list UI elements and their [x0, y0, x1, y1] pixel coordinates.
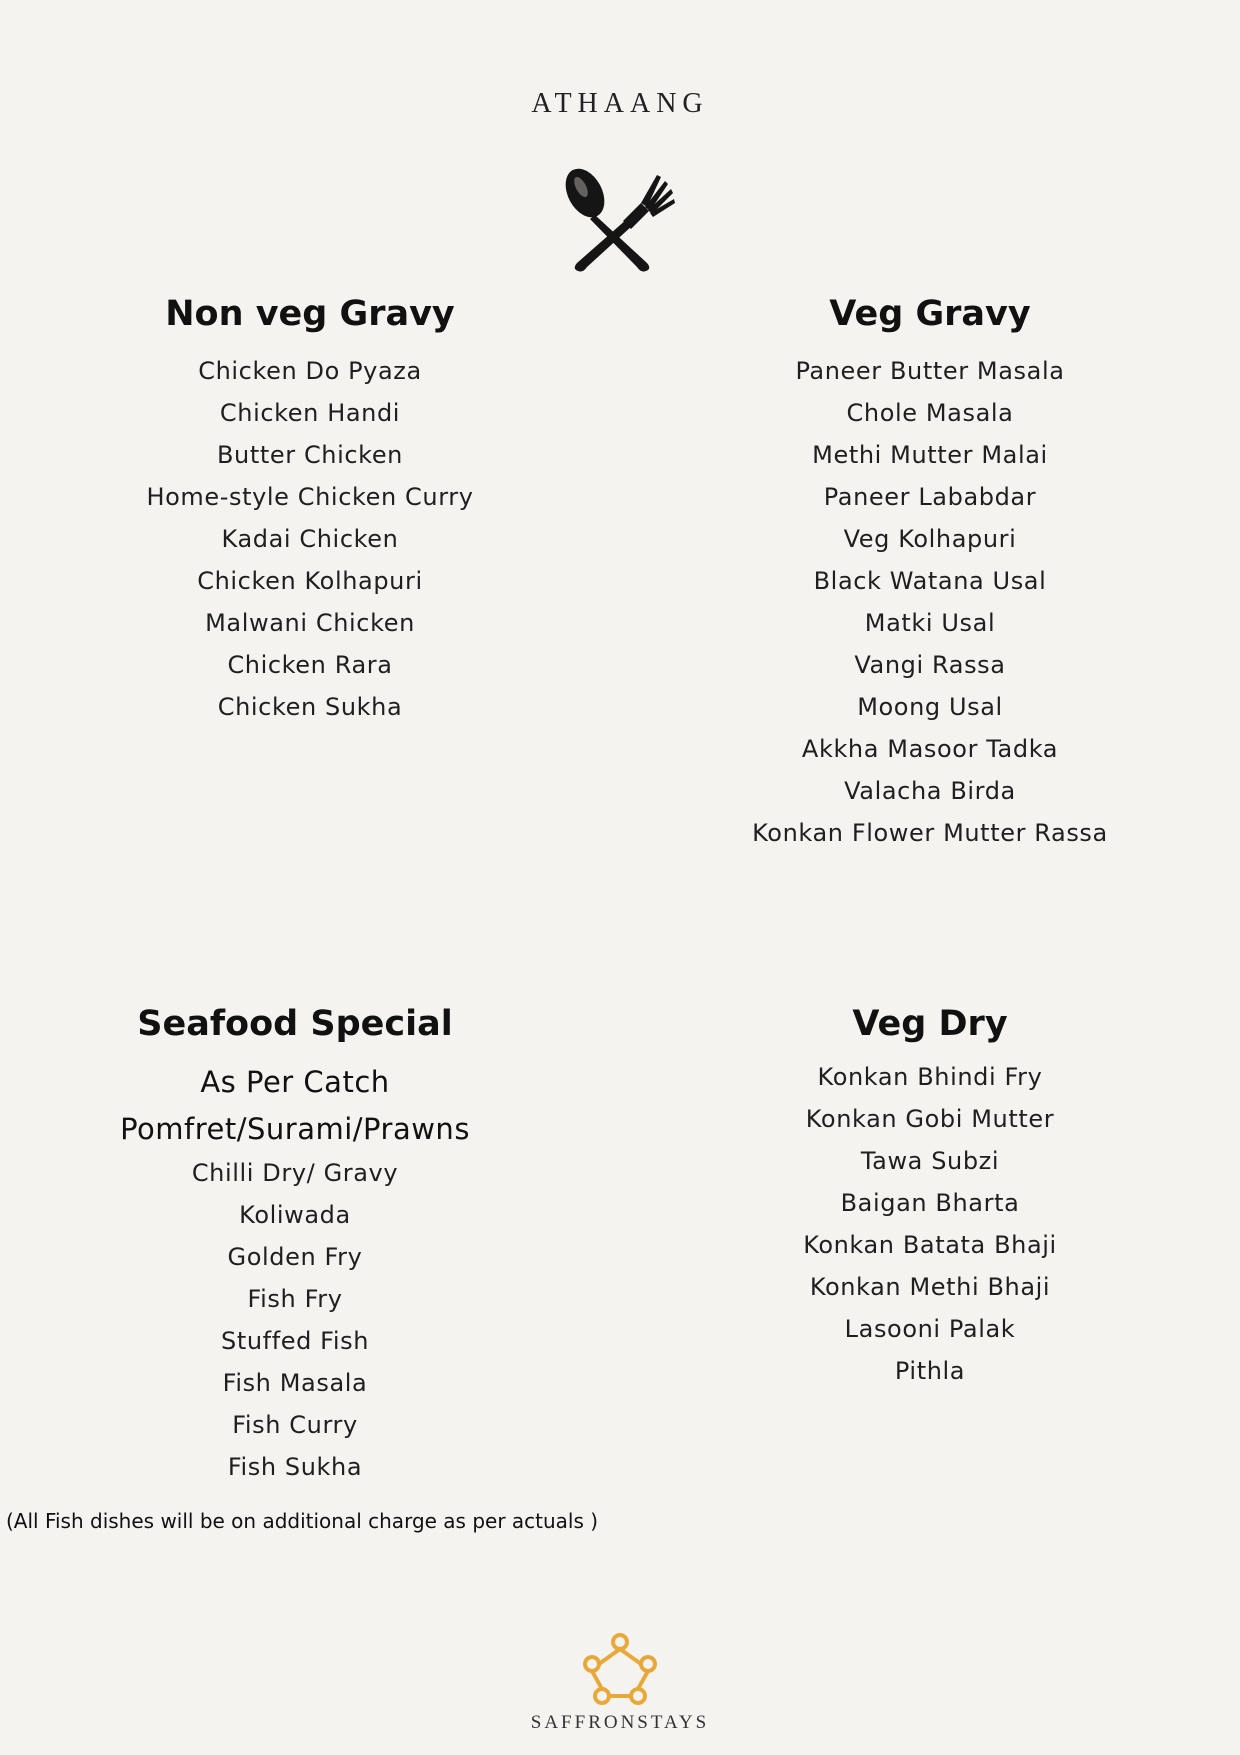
menu-item: Home-style Chicken Curry	[146, 483, 474, 511]
menu-item: Golden Fry	[227, 1243, 363, 1271]
menu-item: Lasooni Palak	[844, 1315, 1016, 1343]
menu-item: Butter Chicken	[216, 441, 403, 469]
menu-item: Chicken Rara	[227, 651, 393, 679]
menu-item: Pithla	[894, 1357, 966, 1385]
menu-item: Fish Sukha	[227, 1453, 363, 1481]
menu-item: Baigan Bharta	[840, 1189, 1020, 1217]
seafood-subheading-fish-types: Pomfret/Surami/Prawns	[120, 1112, 470, 1146]
section-seafood-special	[45, 1002, 545, 1488]
footer-logo-text: SAFFRONSTAYS	[530, 1712, 710, 1733]
menu-item: Veg Kolhapuri	[843, 525, 1017, 553]
brand-title: ATHAANG	[531, 88, 709, 119]
menu-item: Valacha Birda	[844, 777, 1016, 805]
menu-item: Konkan Batata Bhaji	[803, 1231, 1057, 1259]
section-veg-dry	[680, 1002, 1180, 1392]
section-nonveg-gravy	[60, 292, 560, 728]
menu-item: Stuffed Fish	[220, 1327, 370, 1355]
section-title: Veg Gravy	[829, 294, 1031, 334]
section-title: Seafood Special	[137, 1004, 453, 1044]
section-title: Veg Dry	[852, 1004, 1008, 1044]
menu-item: Moong Usal	[857, 693, 1003, 721]
menu-list	[45, 1152, 545, 1488]
menu-item: Konkan Gobi Mutter	[805, 1105, 1055, 1133]
menu-item: Fish Fry	[247, 1285, 343, 1313]
menu-item: Akkha Masoor Tadka	[801, 735, 1059, 763]
menu-item: Chicken Do Pyaza	[198, 357, 422, 385]
menu-item: Chilli Dry/ Gravy	[191, 1159, 399, 1187]
menu-item: Black Watana Usal	[813, 567, 1047, 595]
menu-item: Paneer Butter Masala	[795, 357, 1065, 385]
menu-item: Kadai Chicken	[221, 525, 399, 553]
seafood-subheading-catch: As Per Catch	[200, 1065, 390, 1099]
menu-item: Paneer Lababdar	[823, 483, 1037, 511]
menu-item: Fish Masala	[222, 1369, 368, 1397]
menu-item: Vangi Rassa	[854, 651, 1006, 679]
menu-item: Fish Curry	[232, 1411, 358, 1439]
fish-charge-footnote: (All Fish dishes will be on additional charge as per actuals )	[6, 1509, 599, 1533]
saffronstays-logo-icon	[576, 1630, 664, 1710]
menu-item: Methi Mutter Malai	[812, 441, 1048, 469]
menu-list	[60, 350, 560, 728]
menu-item: Malwani Chicken	[205, 609, 415, 637]
menu-item: Chicken Kolhapuri	[197, 567, 423, 595]
menu-item: Tawa Subzi	[860, 1147, 1000, 1175]
section-veg-gravy	[680, 292, 1180, 854]
menu-list	[680, 1056, 1180, 1392]
spoon-fork-icon	[557, 163, 677, 275]
menu-item: Konkan Flower Mutter Rassa	[752, 819, 1108, 847]
menu-item: Matki Usal	[864, 609, 996, 637]
section-title: Non veg Gravy	[165, 294, 455, 334]
menu-item: Chole Masala	[846, 399, 1014, 427]
menu-item: Chicken Handi	[219, 399, 401, 427]
menu-list	[680, 350, 1180, 854]
menu-item: Chicken Sukha	[217, 693, 403, 721]
menu-item: Koliwada	[239, 1201, 351, 1229]
menu-item: Konkan Bhindi Fry	[817, 1063, 1043, 1091]
menu-item: Konkan Methi Bhaji	[809, 1273, 1051, 1301]
